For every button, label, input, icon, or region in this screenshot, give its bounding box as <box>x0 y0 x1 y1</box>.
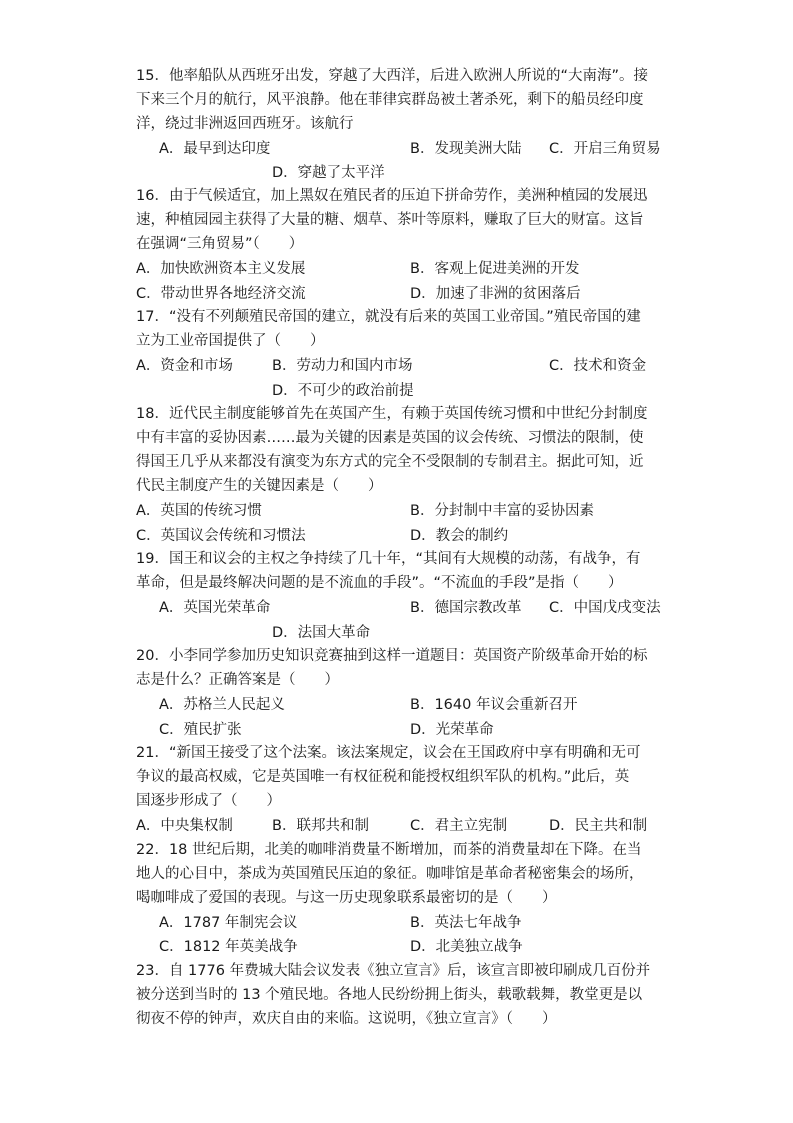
option-a: A．苏格兰人民起义 <box>159 697 285 713</box>
question-text-line: 20．小李同学参加历史知识竞赛抽到这样一道题目：英国资产阶级革命开始的标 <box>136 648 648 664</box>
question-text-line: 16．由于气候适宜，加上黑奴在殖民者的压迫下拼命劳作，美洲种植园的发展迅 <box>136 188 648 204</box>
option-a: A．中央集权制 <box>136 818 233 834</box>
option-d: D．教会的制约 <box>410 528 509 544</box>
option-d: D．北美独立战争 <box>410 939 523 955</box>
option-b: B．客观上促进美洲的开发 <box>410 261 580 277</box>
option-b: B．劳动力和国内市场 <box>272 358 413 374</box>
question-text-line: 洋，绕过非洲返回西班牙。该航行 <box>136 116 354 132</box>
option-b: B．发现美洲大陆 <box>410 141 522 157</box>
option-b: B．德国宗教改革 <box>410 600 522 616</box>
option-c: C．中国戊戌变法 <box>549 600 661 616</box>
question-text-line: 被分送到当时的 13 个殖民地。各地人民纷纷拥上街头，载歌载舞，教堂更是以 <box>136 987 643 1003</box>
option-d: D．不可少的政治前提 <box>272 383 414 399</box>
option-c: C．技术和资金 <box>549 358 647 374</box>
option-a: A．加快欧洲资本主义发展 <box>136 261 306 277</box>
option-b: B．1640 年议会重新召开 <box>410 697 578 713</box>
option-b: B．英法七年战争 <box>410 915 522 931</box>
option-d: D．民主共和制 <box>549 818 648 834</box>
question-text-line: 喝咖啡成了爱国的表现。与这一历史现象联系最密切的是（ ） <box>136 890 557 906</box>
question-text-line: 19．国王和议会的主权之争持续了几十年，“其间有大规模的动荡，有战争，有 <box>136 551 641 567</box>
question-text-line: 代民主制度产生的关键因素是（ ） <box>136 478 383 494</box>
option-d: D．法国大革命 <box>272 625 371 641</box>
question-text-line: 立为工业帝国提供了（ ） <box>136 333 325 349</box>
option-d: D．加速了非洲的贫困落后 <box>410 286 581 302</box>
question-text-line: 得国王几乎从来都没有演变为东方式的完全不受限制的专制君主。据此可知，近 <box>136 454 644 470</box>
option-c: C．1812 年英美战争 <box>159 939 298 955</box>
question-text-line: 下来三个月的航行，风平浪静。他在菲律宾群岛被土著杀死，剩下的船员经印度 <box>136 92 644 108</box>
option-c: C．带动世界各地经济交流 <box>136 286 306 302</box>
option-d: D．穿越了太平洋 <box>272 165 385 181</box>
question-text-line: 革命，但是最终解决问题的是不流血的手段”。“不流血的手段”是指（ ） <box>136 575 623 591</box>
option-a: A．资金和市场 <box>136 358 233 374</box>
question-text-line: 18．近代民主制度能够首先在英国产生，有赖于英国传统习惯和中世纪分封制度 <box>136 406 648 422</box>
question-text-line: 地人的心目中，茶成为英国殖民压迫的象征。咖啡馆是革命者秘密集会的场所， <box>136 866 644 882</box>
question-text-line: 21．“新国王接受了这个法案。该法案规定，议会在王国政府中享有明确和无可 <box>136 745 641 761</box>
option-c: C．开启三角贸易 <box>549 141 661 157</box>
question-text-line: 彻夜不停的钟声，欢庆自由的来临。这说明，《独立宣言》（ ） <box>136 1011 557 1027</box>
question-text-line: 17．“没有不列颠殖民帝国的建立，就没有后来的英国工业帝国。”殖民帝国的建 <box>136 309 641 325</box>
option-a: A．最早到达印度 <box>159 141 271 157</box>
option-b: B．分封制中丰富的妥协因素 <box>410 503 594 519</box>
question-text-line: 在强调“三角贸易”（ ） <box>136 236 304 252</box>
option-c: C．英国议会传统和习惯法 <box>136 528 306 544</box>
option-c: C．殖民扩张 <box>159 722 242 738</box>
option-a: A．1787 年制宪会议 <box>159 915 298 931</box>
option-c: C．君主立宪制 <box>410 818 508 834</box>
option-b: B．联邦共和制 <box>272 818 369 834</box>
question-text-line: 争议的最高权威，它是英国唯一有权征税和能授权组织军队的机构。”此后，英 <box>136 769 630 785</box>
option-a: A．英国光荣革命 <box>159 600 271 616</box>
question-text-line: 23．自 1776 年费城大陆会议发表《独立宣言》后，该宣言即被印刷成几百份并 <box>136 963 651 979</box>
option-d: D．光荣革命 <box>410 722 494 738</box>
question-text-line: 志是什么？正确答案是（ ） <box>136 672 339 688</box>
question-text-line: 15．他率船队从西班牙出发，穿越了大西洋，后进入欧洲人所说的“大南海”。接 <box>136 68 648 84</box>
question-text-line: 22．18 世纪后期，北美的咖啡消费量不断增加，而茶的消费量却在下降。在当 <box>136 842 642 858</box>
question-text-line: 速，种植园园主获得了大量的糖、烟草、茶叶等原料，赚取了巨大的财富。这旨 <box>136 212 644 228</box>
option-a: A．英国的传统习惯 <box>136 503 262 519</box>
question-text-line: 中有丰富的妥协因素……最为关键的因素是英国的议会传统、习惯法的限制，使 <box>136 430 644 446</box>
question-text-line: 国逐步形成了（ ） <box>136 793 281 809</box>
